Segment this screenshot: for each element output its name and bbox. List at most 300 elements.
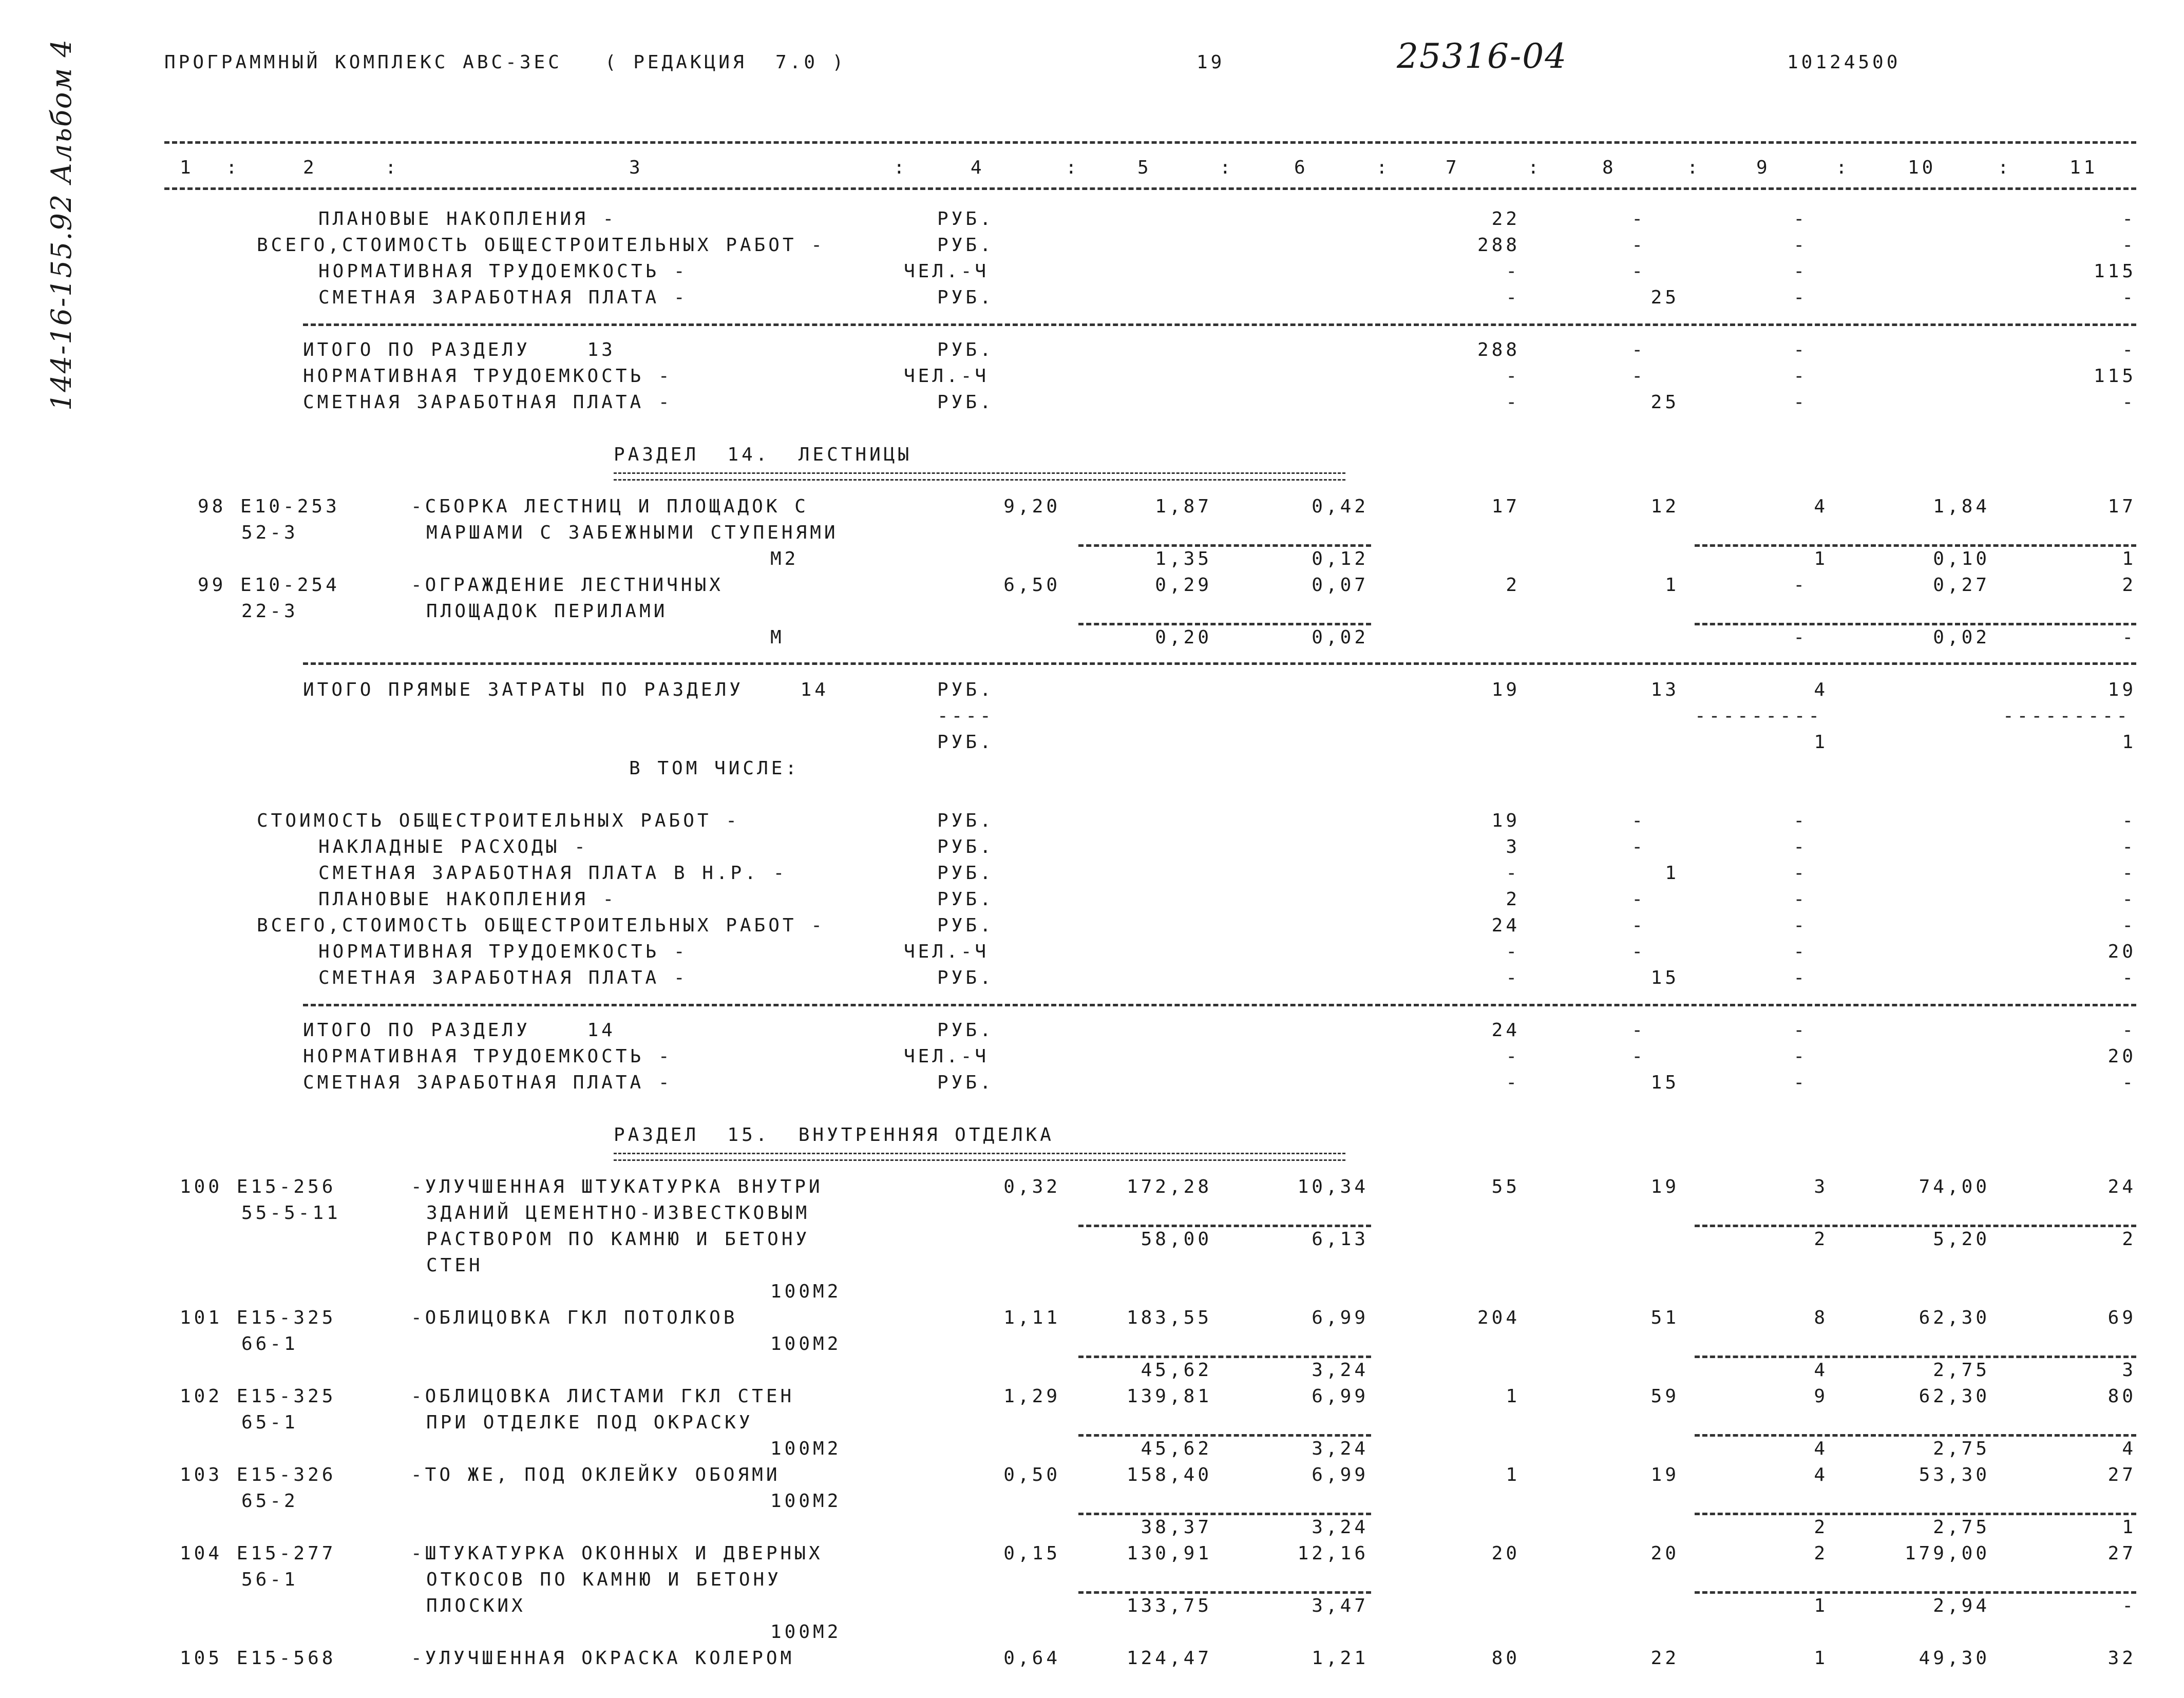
table-cell: 99 Е10-254 <box>198 575 340 596</box>
table-cell: -ОБЛИЦОВКА ГКЛ ПОТОЛКОВ <box>411 1307 738 1328</box>
program-title: ПРОГРАММНЫЙ КОМПЛЕКС АВС-3ЕС ( РЕДАКЦИЯ 7.0 ) <box>164 52 847 73</box>
table-cell: --------- <box>1695 705 1823 727</box>
table-cell: 15 <box>1650 1072 1679 1093</box>
table-cell: 24 <box>1491 1020 1520 1041</box>
table-cell: 3,24 <box>1312 1517 1369 1538</box>
table-cell: - <box>1506 863 1520 884</box>
table-cell: 0,10 <box>1933 548 1990 569</box>
table-cell: - <box>2122 810 2136 831</box>
table-cell: 100М2 <box>770 1491 842 1512</box>
table-cell: 62,30 <box>1919 1307 1990 1328</box>
table-cell: ЧЕЛ.-Ч <box>904 1046 990 1067</box>
table-cell: ВСЕГО,СТОИМОСТЬ ОБЩЕСТРОИТЕЛЬНЫХ РАБОТ - <box>257 915 825 936</box>
table-cell: 1,35 <box>1155 548 1212 569</box>
table-cell: 55-5-11 <box>241 1203 341 1224</box>
subtotal-rule <box>303 662 2136 665</box>
table-cell: - <box>2122 208 2136 230</box>
table-cell: М <box>770 627 785 648</box>
table-cell: 2,75 <box>1933 1360 1990 1381</box>
section-underline <box>614 472 1345 481</box>
table-cell: - <box>1793 941 1808 962</box>
table-cell: 1 <box>1814 1648 1828 1669</box>
table-cell: 4 <box>1814 1360 1828 1381</box>
table-cell: 3 <box>1814 1176 1828 1197</box>
row-sub-rule <box>1695 1356 2136 1358</box>
table-cell: 3 <box>2122 1360 2136 1381</box>
table-cell: 13 <box>1650 679 1679 700</box>
row-sub-rule <box>1078 1591 1371 1594</box>
table-cell: 52-3 <box>241 522 298 543</box>
row-sub-rule <box>1695 544 2136 547</box>
table-cell: --------- <box>2003 705 2131 727</box>
table-cell: - <box>2122 915 2136 936</box>
table-cell: 6,99 <box>1312 1307 1369 1328</box>
table-cell: 27 <box>2107 1543 2136 1564</box>
col-header-10: 10 <box>1908 157 1936 178</box>
table-cell: - <box>2122 392 2136 413</box>
col-header-9: 9 <box>1756 157 1771 178</box>
table-cell: ЧЕЛ.-Ч <box>904 261 990 282</box>
table-cell: 51 <box>1650 1307 1679 1328</box>
table-cell: РАЗДЕЛ 14. ЛЕСТНИЦЫ <box>614 444 913 465</box>
table-cell: ОТКОСОВ ПО КАМНЮ И БЕТОНУ <box>426 1569 782 1590</box>
table-cell: РАЗДЕЛ 15. ВНУТРЕННЯЯ ОТДЕЛКА <box>614 1124 1054 1146</box>
table-cell: 12 <box>1650 496 1679 517</box>
table-cell: 74,00 <box>1919 1176 1990 1197</box>
table-cell: СМЕТНАЯ ЗАРАБОТНАЯ ПЛАТА - <box>318 287 688 308</box>
col-header-1: 1 <box>180 157 194 178</box>
col-header-sep: : <box>1687 157 1701 178</box>
section-underline <box>614 1153 1345 1161</box>
table-cell: - <box>1793 627 1808 648</box>
table-cell: 2,75 <box>1933 1438 1990 1459</box>
table-cell: - <box>1793 967 1808 988</box>
table-cell: 22 <box>1491 208 1520 230</box>
table-cell: 65-2 <box>241 1491 298 1512</box>
table-cell: 103 Е15-326 <box>180 1464 336 1485</box>
col-header-sep: : <box>1220 157 1234 178</box>
table-cell: 45,62 <box>1141 1438 1212 1459</box>
table-cell: РУБ. <box>937 889 994 910</box>
table-cell: - <box>1506 261 1520 282</box>
table-cell: 0,20 <box>1155 627 1212 648</box>
row-sub-rule <box>1695 1434 2136 1437</box>
table-cell: 0,02 <box>1933 627 1990 648</box>
table-cell: - <box>1793 366 1808 387</box>
table-cell: РУБ. <box>937 836 994 857</box>
table-cell: 0,02 <box>1312 627 1369 648</box>
table-cell: ПЛАНОВЫЕ НАКОПЛЕНИЯ - <box>318 889 617 910</box>
table-cell: 104 Е15-277 <box>180 1543 336 1564</box>
col-header-sep: : <box>1066 157 1080 178</box>
table-cell: 100М2 <box>770 1281 842 1302</box>
table-cell: - <box>1506 1072 1520 1093</box>
table-cell: 6,13 <box>1312 1229 1369 1250</box>
row-sub-rule <box>1078 1513 1371 1515</box>
col-header-sep: : <box>1528 157 1542 178</box>
table-cell: 2 <box>1506 575 1520 596</box>
table-cell: М2 <box>770 548 799 569</box>
table-cell: ПЛОЩАДОК ПЕРИЛАМИ <box>426 601 668 622</box>
col-header-sep: : <box>1836 157 1850 178</box>
table-cell: - <box>1631 941 1646 962</box>
table-cell: 25 <box>1650 392 1679 413</box>
row-sub-rule <box>1078 1356 1371 1358</box>
table-cell: 20 <box>2107 1046 2136 1067</box>
table-cell: 0,07 <box>1312 575 1369 596</box>
table-cell: 172,28 <box>1126 1176 1212 1197</box>
table-cell: 17 <box>2107 496 2136 517</box>
table-cell: 179,00 <box>1904 1543 1990 1564</box>
page-number: 19 <box>1197 52 1225 73</box>
col-header-7: 7 <box>1446 157 1460 178</box>
table-cell: 0,32 <box>1003 1176 1060 1197</box>
table-cell: 1 <box>1506 1464 1520 1485</box>
table-cell: -ШТУКАТУРКА ОКОННЫХ И ДВЕРНЫХ <box>411 1543 823 1564</box>
col-header-5: 5 <box>1137 157 1152 178</box>
table-cell: 38,37 <box>1141 1517 1212 1538</box>
table-cell: 0,42 <box>1312 496 1369 517</box>
table-cell: 19 <box>1650 1464 1679 1485</box>
table-cell: СМЕТНАЯ ЗАРАБОТНАЯ ПЛАТА В Н.Р. - <box>318 863 788 884</box>
row-sub-rule <box>1695 623 2136 625</box>
table-cell: 56-1 <box>241 1569 298 1590</box>
table-cell: 10,34 <box>1297 1176 1369 1197</box>
table-cell: 4 <box>1814 679 1828 700</box>
table-cell: ПРИ ОТДЕЛКЕ ПОД ОКРАСКУ <box>426 1412 753 1433</box>
table-cell: 139,81 <box>1126 1386 1212 1407</box>
table-cell: ПЛАНОВЫЕ НАКОПЛЕНИЯ - <box>318 208 617 230</box>
header-bottom-rule <box>164 187 2136 190</box>
table-cell: 288 <box>1477 235 1520 256</box>
table-cell: 19 <box>1650 1176 1679 1197</box>
table-cell: 1 <box>1814 548 1828 569</box>
table-cell: 4 <box>1814 496 1828 517</box>
table-cell: 1,11 <box>1003 1307 1060 1328</box>
table-cell: - <box>1793 889 1808 910</box>
table-cell: - <box>2122 235 2136 256</box>
table-cell: 1 <box>1665 863 1679 884</box>
table-cell: 101 Е15-325 <box>180 1307 336 1328</box>
table-cell: 69 <box>2107 1307 2136 1328</box>
row-sub-rule <box>1695 1225 2136 1227</box>
col-header-4: 4 <box>971 157 985 178</box>
table-cell: 204 <box>1477 1307 1520 1328</box>
table-cell: 1 <box>1665 575 1679 596</box>
table-cell: 27 <box>2107 1464 2136 1485</box>
col-header-8: 8 <box>1602 157 1617 178</box>
table-cell: 100М2 <box>770 1333 842 1354</box>
table-cell: 1 <box>1506 1386 1520 1407</box>
table-cell: 25 <box>1650 287 1679 308</box>
table-cell: 2,75 <box>1933 1517 1990 1538</box>
table-cell: - <box>1793 1020 1808 1041</box>
table-cell: РУБ. <box>937 208 994 230</box>
table-cell: 6,99 <box>1312 1464 1369 1485</box>
table-cell: 20 <box>1491 1543 1520 1564</box>
table-cell: - <box>1793 235 1808 256</box>
table-cell: СМЕТНАЯ ЗАРАБОТНАЯ ПЛАТА - <box>303 392 673 413</box>
table-cell: 2 <box>1814 1517 1828 1538</box>
table-cell: 1 <box>1814 1595 1828 1616</box>
table-cell: - <box>1631 889 1646 910</box>
table-cell: - <box>2122 1072 2136 1093</box>
table-cell: 133,75 <box>1126 1595 1212 1616</box>
table-cell: РУБ. <box>937 679 994 700</box>
table-cell: -ТО ЖЕ, ПОД ОКЛЕЙКУ ОБОЯМИ <box>411 1464 781 1485</box>
table-cell: 45,62 <box>1141 1360 1212 1381</box>
table-cell: - <box>1793 392 1808 413</box>
col-header-sep: : <box>385 157 400 178</box>
table-cell: РУБ. <box>937 392 994 413</box>
table-cell: 58,00 <box>1141 1229 1212 1250</box>
table-cell: 1 <box>2122 548 2136 569</box>
col-header-2: 2 <box>303 157 317 178</box>
table-cell: 0,29 <box>1155 575 1212 596</box>
table-cell: РУБ. <box>937 235 994 256</box>
table-cell: 4 <box>2122 1438 2136 1459</box>
table-cell: РУБ. <box>937 732 994 753</box>
table-cell: 2 <box>1814 1543 1828 1564</box>
table-cell: 102 Е15-325 <box>180 1386 336 1407</box>
table-cell: 8 <box>1814 1307 1828 1328</box>
table-cell: - <box>1506 287 1520 308</box>
table-cell: - <box>1506 1046 1520 1067</box>
table-cell: - <box>2122 339 2136 360</box>
col-header-sep: : <box>1998 157 2012 178</box>
table-cell: 124,47 <box>1126 1648 1212 1669</box>
table-cell: - <box>2122 627 2136 648</box>
table-cell: ЧЕЛ.-Ч <box>904 366 990 387</box>
table-cell: 183,55 <box>1126 1307 1212 1328</box>
table-cell: РУБ. <box>937 967 994 988</box>
table-cell: СТОИМОСТЬ ОБЩЕСТРОИТЕЛЬНЫХ РАБОТ - <box>257 810 740 831</box>
table-cell: НОРМАТИВНАЯ ТРУДОЕМКОСТЬ - <box>303 366 673 387</box>
table-cell: - <box>1631 1020 1646 1041</box>
table-cell: -ОБЛИЦОВКА ЛИСТАМИ ГКЛ СТЕН <box>411 1386 795 1407</box>
table-cell: 19 <box>1491 679 1520 700</box>
table-cell: НАКЛАДНЫЕ РАСХОДЫ - <box>318 836 588 857</box>
table-cell: 17 <box>1491 496 1520 517</box>
table-cell: ИТОГО ПО РАЗДЕЛУ 13 <box>303 339 616 360</box>
table-cell: 19 <box>1491 810 1520 831</box>
table-cell: 22 <box>1650 1648 1679 1669</box>
table-cell: 1 <box>1814 732 1828 753</box>
table-cell: - <box>1631 261 1646 282</box>
table-cell: 2 <box>1814 1229 1828 1250</box>
col-header-11: 11 <box>2069 157 2098 178</box>
table-cell: 19 <box>2107 679 2136 700</box>
row-sub-rule <box>1078 623 1371 625</box>
table-cell: 0,27 <box>1933 575 1990 596</box>
table-cell: 100М2 <box>770 1621 842 1643</box>
col-header-sep: : <box>1376 157 1391 178</box>
table-cell: 158,40 <box>1126 1464 1212 1485</box>
table-cell: РУБ. <box>937 1020 994 1041</box>
table-cell: 59 <box>1650 1386 1679 1407</box>
table-cell: 55 <box>1491 1176 1520 1197</box>
table-cell: - <box>2122 836 2136 857</box>
table-cell: - <box>2122 1020 2136 1041</box>
table-cell: 80 <box>2107 1386 2136 1407</box>
row-sub-rule <box>1078 544 1371 547</box>
table-cell: ЗДАНИЙ ЦЕМЕНТНО-ИЗВЕСТКОВЫМ <box>426 1203 810 1224</box>
table-cell: - <box>1793 261 1808 282</box>
table-cell: 62,30 <box>1919 1386 1990 1407</box>
table-cell: - <box>1506 392 1520 413</box>
table-cell: - <box>1793 208 1808 230</box>
table-cell: 1 <box>2122 732 2136 753</box>
album-side-label: 144-16-155.92 Альбом 4 <box>45 39 78 411</box>
table-cell: 1 <box>2122 1517 2136 1538</box>
table-cell: 4 <box>1814 1438 1828 1459</box>
table-cell: 2 <box>2122 1229 2136 1250</box>
table-cell: РУБ. <box>937 810 994 831</box>
row-sub-rule <box>1078 1434 1371 1437</box>
table-cell: - <box>1631 208 1646 230</box>
table-cell: - <box>1631 366 1646 387</box>
table-cell: 6,50 <box>1003 575 1060 596</box>
table-cell: 0,12 <box>1312 548 1369 569</box>
table-cell: 80 <box>1491 1648 1520 1669</box>
table-cell: 2 <box>2122 575 2136 596</box>
table-cell: 20 <box>1650 1543 1679 1564</box>
table-cell: 98 Е10-253 <box>198 496 340 517</box>
table-cell: РУБ. <box>937 863 994 884</box>
table-cell: 2 <box>1506 889 1520 910</box>
table-cell: -ОГРАЖДЕНИЕ ЛЕСТНИЧНЫХ <box>411 575 724 596</box>
table-cell: - <box>1793 287 1808 308</box>
table-cell: 53,30 <box>1919 1464 1990 1485</box>
table-cell: РУБ. <box>937 1072 994 1093</box>
doc-code: 10124500 <box>1787 52 1901 73</box>
table-cell: - <box>1631 810 1646 831</box>
table-cell: 4 <box>1814 1464 1828 1485</box>
table-cell: НОРМАТИВНАЯ ТРУДОЕМКОСТЬ - <box>303 1046 673 1067</box>
table-cell: СМЕТНАЯ ЗАРАБОТНАЯ ПЛАТА - <box>318 967 688 988</box>
table-cell: 15 <box>1650 967 1679 988</box>
handwritten-doc-number: 25316-04 <box>1397 36 1568 76</box>
table-cell: - <box>2122 889 2136 910</box>
table-cell: 100М2 <box>770 1438 842 1459</box>
table-cell: - <box>1793 836 1808 857</box>
table-cell: ВСЕГО,СТОИМОСТЬ ОБЩЕСТРОИТЕЛЬНЫХ РАБОТ - <box>257 235 825 256</box>
table-cell: РУБ. <box>937 915 994 936</box>
table-cell: - <box>1631 836 1646 857</box>
table-cell: НОРМАТИВНАЯ ТРУДОЕМКОСТЬ - <box>318 261 688 282</box>
table-cell: НОРМАТИВНАЯ ТРУДОЕМКОСТЬ - <box>318 941 688 962</box>
table-cell: ---- <box>937 705 994 727</box>
table-cell: 66-1 <box>241 1333 298 1354</box>
table-cell: РУБ. <box>937 287 994 308</box>
table-cell: ПЛОСКИХ <box>426 1595 526 1616</box>
table-cell: 1,21 <box>1312 1648 1369 1669</box>
table-cell: СМЕТНАЯ ЗАРАБОТНАЯ ПЛАТА - <box>303 1072 673 1093</box>
row-sub-rule <box>1695 1591 2136 1594</box>
table-cell: 100 Е15-256 <box>180 1176 336 1197</box>
table-cell: - <box>1506 941 1520 962</box>
table-cell: - <box>1793 339 1808 360</box>
row-sub-rule <box>1695 1513 2136 1515</box>
table-cell: 65-1 <box>241 1412 298 1433</box>
table-cell: 20 <box>2107 941 2136 962</box>
table-cell: МАРШАМИ С ЗАБЕЖНЫМИ СТУПЕНЯМИ <box>426 522 839 543</box>
table-cell: - <box>2122 287 2136 308</box>
table-cell: - <box>1506 366 1520 387</box>
table-cell: 5,20 <box>1933 1229 1990 1250</box>
table-cell: 115 <box>2093 366 2136 387</box>
table-cell: - <box>2122 967 2136 988</box>
table-cell: - <box>1631 235 1646 256</box>
table-cell: РАСТВОРОМ ПО КАМНЮ И БЕТОНУ <box>426 1229 810 1250</box>
table-cell: - <box>1793 1072 1808 1093</box>
table-cell: - <box>1793 810 1808 831</box>
row-sub-rule <box>1078 1225 1371 1227</box>
table-cell: - <box>1631 915 1646 936</box>
table-cell: 3,24 <box>1312 1360 1369 1381</box>
table-cell: - <box>2122 1595 2136 1616</box>
col-header-sep: : <box>894 157 908 178</box>
table-cell: 1,87 <box>1155 496 1212 517</box>
table-cell: 3,47 <box>1312 1595 1369 1616</box>
table-cell: 32 <box>2107 1648 2136 1669</box>
table-cell: 0,50 <box>1003 1464 1060 1485</box>
table-cell: 115 <box>2093 261 2136 282</box>
table-cell: 22-3 <box>241 601 298 622</box>
subtotal-rule <box>303 1004 2136 1006</box>
table-cell: 1,29 <box>1003 1386 1060 1407</box>
table-cell: -СБОРКА ЛЕСТНИЦ И ПЛОЩАДОК С <box>411 496 809 517</box>
table-cell: - <box>1631 1046 1646 1067</box>
table-cell: -УЛУЧШЕННАЯ ОКРАСКА КОЛЕРОМ <box>411 1648 795 1669</box>
subtotal-rule <box>303 323 2136 326</box>
table-cell: 12,16 <box>1297 1543 1369 1564</box>
table-cell: В ТОМ ЧИСЛЕ: <box>629 758 800 779</box>
header-top-rule <box>164 141 2136 144</box>
table-cell: РУБ. <box>937 339 994 360</box>
table-cell: 1,84 <box>1933 496 1990 517</box>
table-cell: 130,91 <box>1126 1543 1212 1564</box>
table-cell: ИТОГО ПО РАЗДЕЛУ 14 <box>303 1020 616 1041</box>
table-cell: 2,94 <box>1933 1595 1990 1616</box>
col-header-sep: : <box>226 157 240 178</box>
table-cell: -УЛУЧШЕННАЯ ШТУКАТУРКА ВНУТРИ <box>411 1176 823 1197</box>
table-cell: 9 <box>1814 1386 1828 1407</box>
table-cell: - <box>1793 1046 1808 1067</box>
col-header-3: 3 <box>629 157 643 178</box>
table-cell: 0,15 <box>1003 1543 1060 1564</box>
table-cell: 3 <box>1506 836 1520 857</box>
table-cell: - <box>2122 863 2136 884</box>
table-cell: 49,30 <box>1919 1648 1990 1669</box>
table-cell: 288 <box>1477 339 1520 360</box>
table-cell: - <box>1631 339 1646 360</box>
table-cell: ИТОГО ПРЯМЫЕ ЗАТРАТЫ ПО РАЗДЕЛУ 14 <box>303 679 829 700</box>
table-cell: 24 <box>2107 1176 2136 1197</box>
table-cell: - <box>1793 575 1808 596</box>
table-cell: 0,64 <box>1003 1648 1060 1669</box>
table-cell: 6,99 <box>1312 1386 1369 1407</box>
col-header-6: 6 <box>1294 157 1308 178</box>
table-cell: ЧЕЛ.-Ч <box>904 941 990 962</box>
table-cell: - <box>1793 863 1808 884</box>
table-cell: 9,20 <box>1003 496 1060 517</box>
table-cell: 24 <box>1491 915 1520 936</box>
table-cell: 3,24 <box>1312 1438 1369 1459</box>
table-cell: 105 Е15-568 <box>180 1648 336 1669</box>
table-cell: - <box>1506 967 1520 988</box>
table-cell: СТЕН <box>426 1255 483 1276</box>
